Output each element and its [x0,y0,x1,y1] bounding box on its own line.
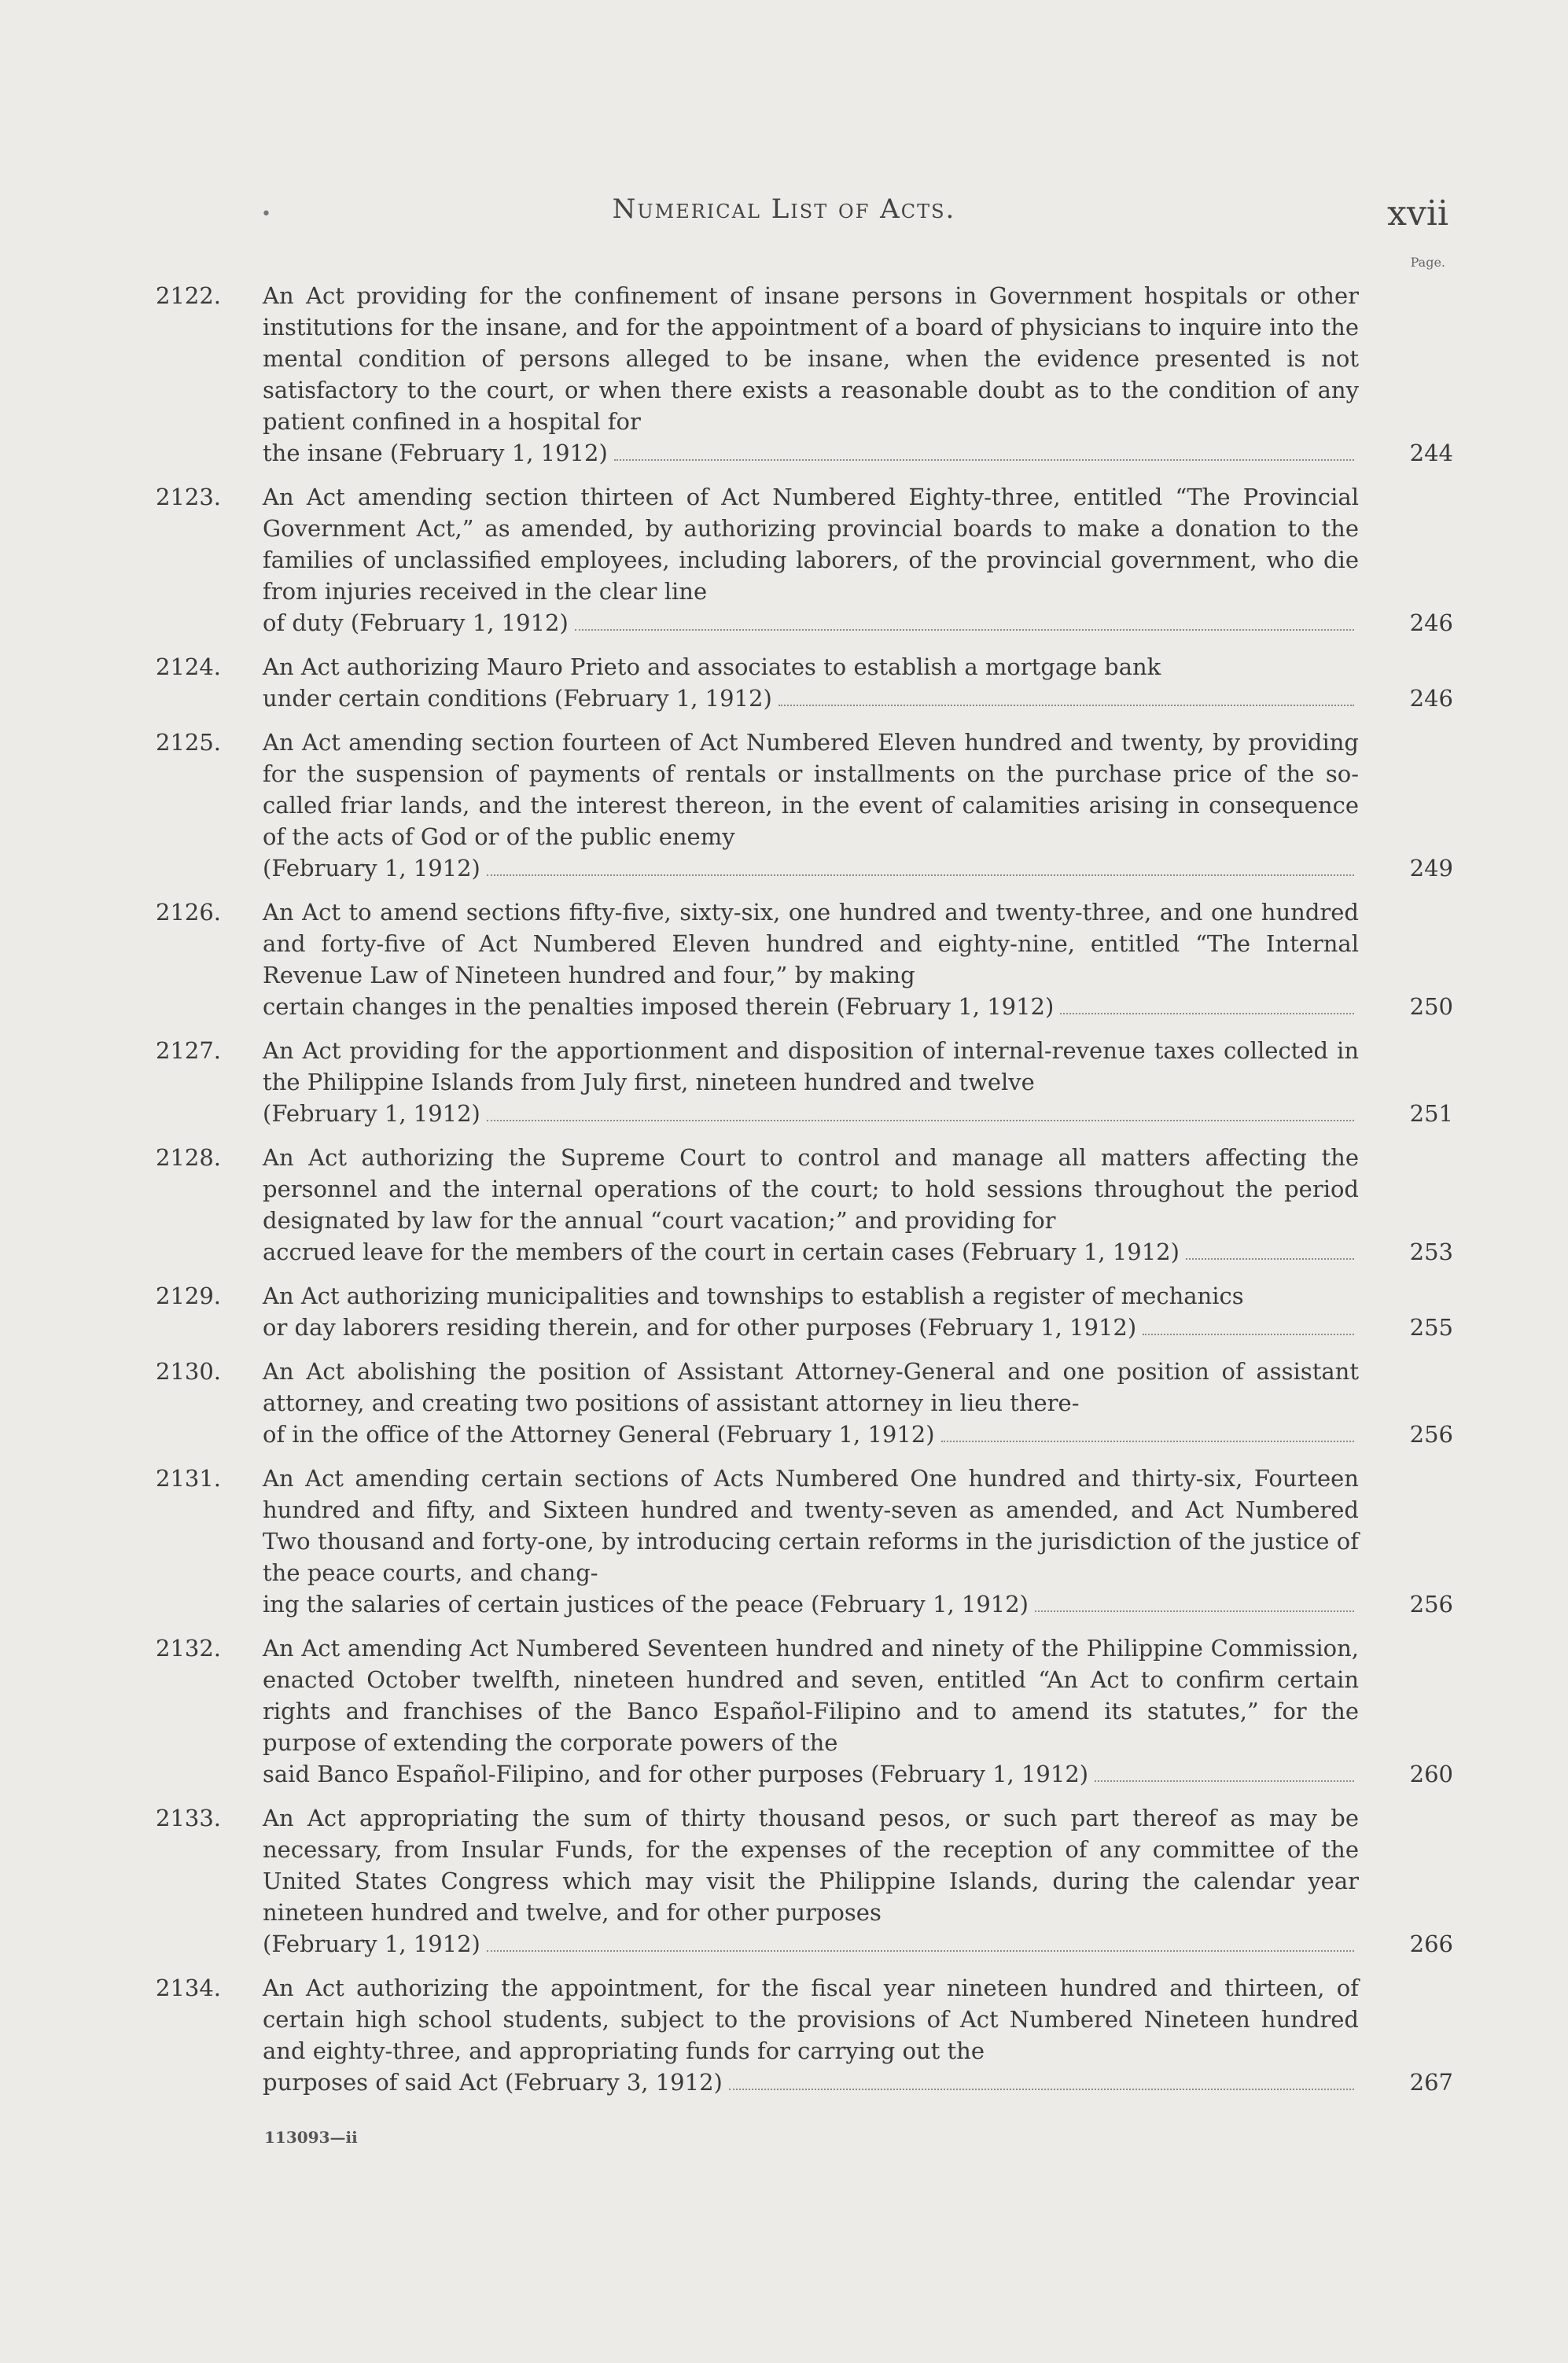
page-title: Numerical List of Acts. [612,193,956,225]
act-description [263,1972,1359,2098]
act-number: 2123. [156,484,222,510]
act-description-text: An Act appropriating the sum of thirty thousand pesos, or such part thereof as may be necessary, from Insular Funds, for the expenses of the reception of any committee of the United States Congress which may visit the Philippine Islands, during the calendar year nineteen hundred and twelve, and for other purposes [263,1805,1359,1926]
signature-mark: 113093—ii [264,2128,358,2147]
act-date-line: or day laborers residing therein, and for other purposes (February 1, 1912) [263,1314,1137,1341]
act-description-text: An Act to amend sections fifty-five, sixty-six, one hundred and twenty-three, and one hundred and forty-five of Act Numbered Eleven hundred and eighty-nine, entitled “The Internal Revenue Law of Nineteen hundred and four,” by making [263,899,1359,988]
act-last-line [263,1312,1359,1343]
act-last-line [263,607,1359,639]
act-description [263,1280,1359,1343]
act-page-number: 253 [1409,1239,1453,1265]
dot-leader [1060,1013,1354,1014]
act-number: 2133. [156,1805,222,1831]
dot-leader [1035,1610,1354,1612]
act-number: 2122. [156,282,222,309]
act-date-line: (February 1, 1912) [263,1931,480,1957]
act-number: 2132. [156,1635,222,1662]
act-date-line: under certain conditions (February 1, 1912) [263,685,772,712]
act-description [263,280,1359,469]
dot-leader [778,705,1354,706]
dot-leader [487,1950,1354,1952]
act-number: 2126. [156,899,222,926]
dot-leader [1143,1334,1354,1335]
dot-leader [487,874,1354,876]
act-description [263,896,1359,1022]
act-date-line: (February 1, 1912) [263,1100,480,1127]
act-page-number: 246 [1409,609,1453,636]
act-last-line [263,437,1359,469]
act-number: 2125. [156,729,222,756]
act-description [263,1632,1359,1790]
dot-leader [1095,1780,1354,1782]
dot-leader [614,459,1354,461]
act-page-number: 256 [1409,1421,1453,1448]
act-description-text: An Act amending section fourteen of Act Numbered Eleven hundred and twenty, by providing for the suspension of payments of rentals or installments on the purchase price of the so-called friar lands, and the interest thereon, in the event of calamities arising in consequence of the acts of God or of the public enemy [263,729,1359,850]
act-last-line [263,683,1359,714]
act-description-text: An Act authorizing Mauro Prieto and associates to establish a mortgage bank [263,653,1161,680]
dot-leader [575,629,1354,631]
act-description [263,1356,1359,1450]
act-description-text: An Act providing for the confinement of insane persons in Government hospitals or other institutions for the insane, and for the appointment of a board of physicians to inquire into the mental condition of persons alleged to be insane, when the evidence presented is not satisfactory to the court, or when there exists a reasonable doubt as to the condition of any patient confined in a hospital for [263,282,1359,435]
act-page-number: 251 [1409,1100,1453,1127]
act-date-line: accrued leave for the members of the court in certain cases (February 1, 1912) [263,1239,1180,1265]
act-page-number: 267 [1409,2069,1453,2096]
act-description-text: An Act authorizing municipalities and townships to establish a register of mechanics [263,1283,1244,1309]
list-item [156,727,1453,884]
act-page-number: 250 [1409,993,1453,1020]
list-item [156,1142,1453,1268]
act-last-line [263,2067,1359,2098]
act-page-number: 244 [1409,440,1453,466]
acts-list [156,280,1453,2111]
act-page-number: 256 [1409,1591,1453,1618]
act-number: 2128. [156,1144,222,1171]
list-item [156,1463,1453,1620]
dot-leader [729,2089,1354,2090]
act-number: 2130. [156,1358,222,1385]
list-item [156,1802,1453,1960]
list-item [156,651,1453,714]
act-description-text: An Act amending section thirteen of Act Numbered Eighty-three, entitled “The Provincial Government Act,” as amended, by authorizing provincial boards to make a donation to the families of unclassified employees, including laborers, of the provincial government, who die from injuries received in the clear line [263,484,1359,605]
act-page-number: 246 [1409,685,1453,712]
list-item [156,1632,1453,1790]
list-item [156,1972,1453,2098]
act-last-line [263,1588,1359,1620]
act-date-line: of duty (February 1, 1912) [263,609,569,636]
act-last-line [263,1236,1359,1268]
act-last-line [263,1098,1359,1129]
act-page-number: 249 [1409,855,1453,882]
act-number: 2129. [156,1283,222,1309]
act-description [263,1142,1359,1268]
act-number: 2131. [156,1465,222,1492]
page-column-label: Page. [1410,255,1445,270]
act-date-line: (February 1, 1912) [263,855,480,882]
act-description-text: An Act providing for the apportionment and disposition of internal-revenue taxes collected in the Philippine Islands from July first, nineteen hundred and twelve [263,1037,1359,1095]
act-date-line: said Banco Español-Filipino, and for other purposes (February 1, 1912) [263,1761,1089,1787]
list-item [156,1280,1453,1343]
act-description-text: An Act amending certain sections of Acts Numbered One hundred and thirty-six, Fourteen hundred and fifty, and Sixteen hundred and twenty-seven as amended, and Act Numbered Two thousand and forty-one, by introducing certain reforms in the jurisdiction of the justice of the peace courts, and chang- [263,1465,1359,1586]
act-date-line: certain changes in the penalties imposed therein (February 1, 1912) [263,993,1055,1020]
act-description [263,481,1359,639]
act-description-text: An Act authorizing the Supreme Court to control and manage all matters affecting the personnel and the internal operations of the court; to hold sessions throughout the period designated by law for the annual “court vacation;” and providing for [263,1144,1359,1234]
act-description-text: An Act amending Act Numbered Seventeen hundred and ninety of the Philippine Commission, enacted October twelfth, nineteen hundred and seven, entitled “An Act to confirm certain rights and franchises of the Banco Español-Filipino and to amend its statutes,” for the purpose of extending the corporate powers of the [263,1635,1359,1756]
act-last-line [263,1419,1359,1450]
act-description [263,1035,1359,1129]
act-number: 2134. [156,1975,222,2001]
act-description [263,1802,1359,1960]
act-page-number: 255 [1409,1314,1453,1341]
act-last-line [263,852,1359,884]
dot-leader [941,1441,1354,1442]
list-item [156,1035,1453,1129]
act-date-line: of in the office of the Attorney General (February 1, 1912) [263,1421,935,1448]
act-description [263,727,1359,884]
act-description [263,651,1359,714]
act-last-line [263,1928,1359,1960]
act-date-line: ing the salaries of certain justices of the peace (February 1, 1912) [263,1591,1029,1618]
page-number: xvii [1387,193,1448,234]
act-description [263,1463,1359,1620]
act-description-text: An Act abolishing the position of Assistant Attorney-General and one position of assistant attorney, and creating two positions of assistant attorney in lieu there- [263,1358,1359,1416]
bullet-mark: • [261,204,271,224]
list-item [156,481,1453,639]
act-page-number: 266 [1409,1931,1453,1957]
dot-leader [1186,1258,1354,1260]
list-item [156,280,1453,469]
act-number: 2127. [156,1037,222,1064]
act-date-line: purposes of said Act (February 3, 1912) [263,2069,723,2096]
list-item [156,896,1453,1022]
list-item [156,1356,1453,1450]
act-last-line [263,1758,1359,1790]
page-header [0,193,1568,241]
act-number: 2124. [156,653,222,680]
act-last-line [263,991,1359,1022]
act-page-number: 260 [1409,1761,1453,1787]
act-description-text: An Act authorizing the appointment, for the fiscal year nineteen hundred and thirteen, of certain high school students, subject to the provisions of Act Numbered Nineteen hundred and eighty-three, and appropriating funds for carrying out the [263,1975,1359,2064]
act-date-line: the insane (February 1, 1912) [263,440,608,466]
dot-leader [487,1120,1354,1121]
